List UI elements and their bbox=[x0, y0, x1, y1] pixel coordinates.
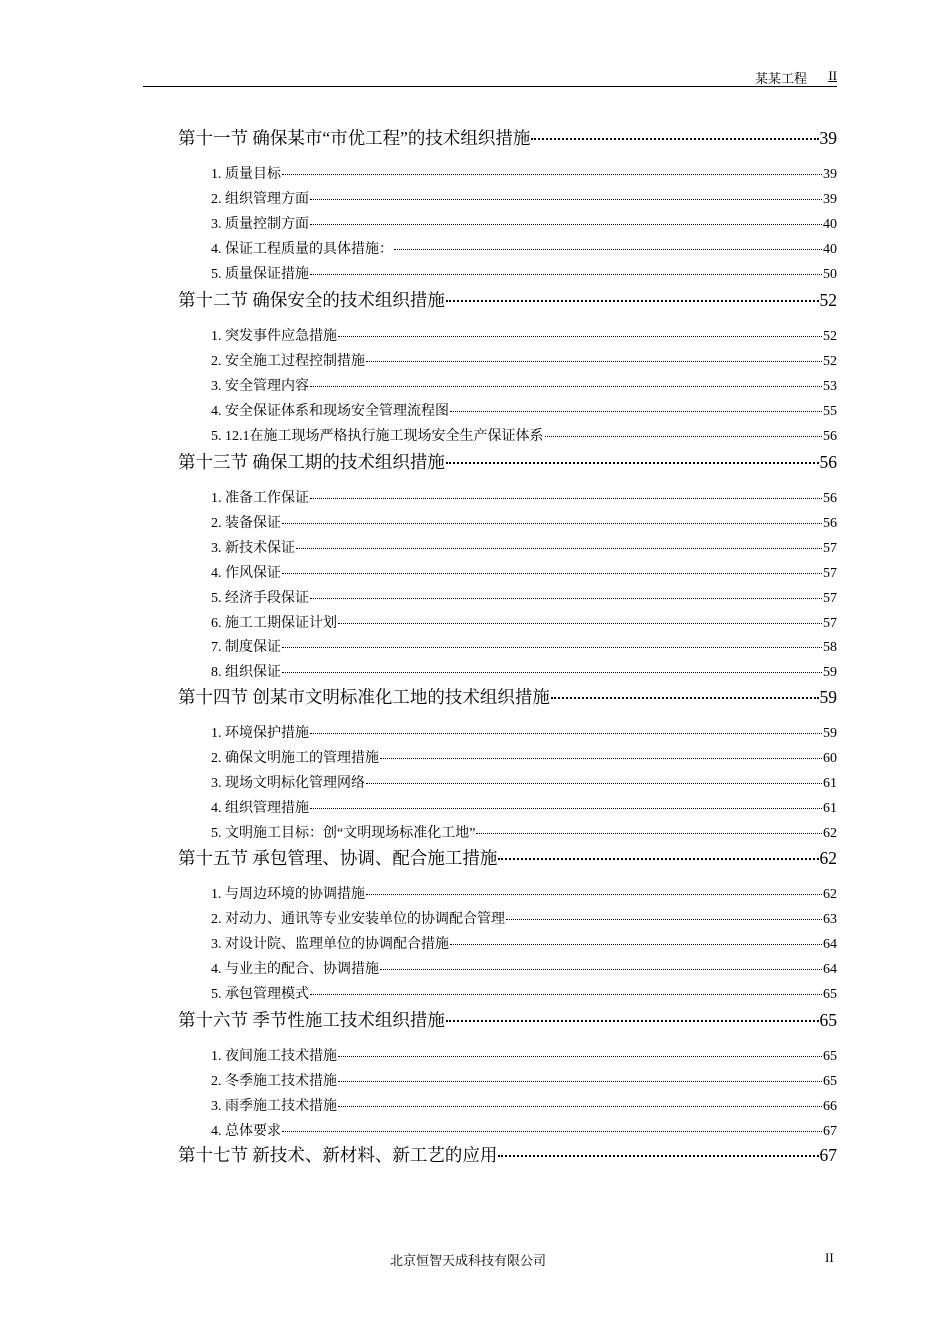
toc-entry-title: 4. 总体要求 bbox=[211, 1123, 281, 1139]
toc-entry-title: 5. 经济手段保证 bbox=[211, 590, 309, 606]
toc-page-number: 53 bbox=[823, 378, 837, 394]
toc-entry-title: 2. 安全施工过程控制措施 bbox=[211, 353, 365, 369]
toc-page-number: 57 bbox=[823, 590, 837, 606]
toc-entry-title: 7. 制度保证 bbox=[211, 640, 281, 656]
dot-leader bbox=[476, 833, 822, 834]
dot-leader bbox=[394, 249, 822, 250]
toc-entry-title: 2. 装备保证 bbox=[211, 515, 281, 531]
dot-leader bbox=[310, 808, 822, 809]
toc-entry[interactable] bbox=[211, 1120, 837, 1140]
header-page-number: II bbox=[828, 68, 837, 83]
toc-page-number: 59 bbox=[823, 665, 837, 681]
toc-page-number: 61 bbox=[823, 775, 837, 791]
dot-leader bbox=[310, 224, 822, 225]
dot-leader bbox=[545, 436, 823, 437]
dot-leader bbox=[282, 174, 822, 175]
toc-chapter[interactable] bbox=[178, 845, 837, 871]
dot-leader bbox=[310, 598, 822, 599]
toc-page-number: 57 bbox=[823, 615, 837, 631]
toc-entry-title: 1. 质量目标 bbox=[211, 167, 281, 182]
dot-leader bbox=[366, 783, 822, 784]
toc-page-number: 56 bbox=[823, 491, 837, 506]
toc-page-number: 50 bbox=[823, 266, 837, 282]
toc-entry[interactable] bbox=[211, 797, 837, 817]
toc-page-number: 59 bbox=[823, 726, 837, 741]
toc-page-number: 56 bbox=[823, 515, 837, 531]
dot-leader bbox=[282, 647, 822, 648]
toc-page-number: 59 bbox=[819, 687, 837, 707]
toc-page-number: 67 bbox=[819, 1145, 837, 1165]
toc-entry-title: 2. 确保文明施工的管理措施 bbox=[211, 750, 379, 766]
toc-entry-title: 3. 现场文明标化管理网络 bbox=[211, 775, 365, 791]
toc-entry[interactable] bbox=[211, 238, 837, 258]
toc-entry[interactable] bbox=[211, 163, 837, 183]
toc-page-number: 40 bbox=[823, 216, 837, 232]
toc-page-number: 58 bbox=[823, 640, 837, 656]
toc-entry-title: 4. 安全保证体系和现场安全管理流程图 bbox=[211, 403, 449, 419]
toc-chapter-title: 第十三节 确保工期的技术组织措施 bbox=[178, 452, 445, 472]
toc-entry-title: 2. 对动力、通讯等专业安装单位的协调配合管理 bbox=[211, 911, 505, 927]
toc-entry-title: 1. 夜间施工技术措施 bbox=[211, 1049, 337, 1064]
toc-entry[interactable] bbox=[211, 587, 837, 607]
header-title: 某某工程 bbox=[754, 71, 807, 86]
dot-leader bbox=[531, 138, 818, 140]
toc-entry[interactable] bbox=[211, 722, 837, 742]
toc-entry[interactable] bbox=[211, 350, 837, 370]
toc-chapter[interactable] bbox=[178, 1007, 837, 1033]
toc-page-number: 66 bbox=[823, 1098, 837, 1114]
toc-entry[interactable] bbox=[211, 772, 837, 792]
toc-page-number: 39 bbox=[823, 167, 837, 182]
footer-company: 北京恒智天成科技有限公司 bbox=[390, 1253, 547, 1268]
toc-chapter-title: 第十七节 新技术、新材料、新工艺的应用 bbox=[178, 1145, 498, 1165]
dot-leader bbox=[551, 697, 819, 699]
toc-page-number: 56 bbox=[819, 452, 837, 472]
dot-leader bbox=[380, 969, 822, 970]
dot-leader bbox=[338, 336, 822, 337]
dot-leader bbox=[310, 498, 822, 499]
toc-page-number: 40 bbox=[823, 241, 837, 257]
dot-leader bbox=[506, 919, 822, 920]
toc-entry-title: 4. 组织管理措施 bbox=[211, 800, 309, 816]
toc-page-number: 39 bbox=[819, 128, 837, 148]
dot-leader bbox=[310, 274, 822, 275]
toc-entry[interactable] bbox=[211, 1070, 837, 1090]
dot-leader bbox=[446, 1020, 819, 1022]
toc-entry[interactable] bbox=[211, 1095, 837, 1115]
toc-page-number: 64 bbox=[823, 936, 837, 952]
toc-entry-title: 4. 与业主的配合、协调措施 bbox=[211, 961, 379, 977]
toc-entry[interactable] bbox=[211, 661, 837, 681]
toc-entry[interactable] bbox=[211, 562, 837, 582]
toc-entry-title: 4. 保证工程质量的具体措施： bbox=[211, 241, 393, 257]
dot-leader bbox=[446, 462, 819, 464]
dot-leader bbox=[282, 1131, 822, 1132]
dot-leader bbox=[338, 1056, 822, 1057]
toc-page-number: 67 bbox=[823, 1123, 837, 1139]
toc-entry[interactable] bbox=[211, 908, 837, 928]
toc-page-number: 61 bbox=[823, 800, 837, 816]
dot-leader bbox=[366, 894, 822, 895]
toc-entry[interactable] bbox=[211, 512, 837, 532]
dot-leader bbox=[366, 361, 822, 362]
dot-leader bbox=[296, 548, 822, 549]
dot-leader bbox=[310, 386, 822, 387]
toc-page-number: 57 bbox=[823, 565, 837, 581]
toc-entry-title: 4. 作风保证 bbox=[211, 565, 281, 581]
toc-entry[interactable] bbox=[211, 213, 837, 233]
toc-chapter[interactable] bbox=[178, 287, 837, 313]
toc-entry-title: 5. 12.1在施工现场严格执行施工现场安全生产保证体系 bbox=[211, 428, 544, 444]
dot-leader bbox=[338, 1081, 822, 1082]
dot-leader bbox=[310, 733, 822, 734]
toc-chapter[interactable] bbox=[178, 684, 837, 710]
toc-entry[interactable] bbox=[211, 933, 837, 953]
toc-entry[interactable] bbox=[211, 883, 837, 903]
toc-page-number: 55 bbox=[823, 403, 837, 419]
toc-page-number: 62 bbox=[823, 825, 837, 841]
toc-chapter[interactable] bbox=[178, 449, 837, 475]
toc-entry[interactable] bbox=[211, 822, 837, 842]
toc-entry[interactable] bbox=[211, 1045, 837, 1065]
toc-chapter-title: 第十五节 承包管理、协调、配合施工措施 bbox=[178, 848, 498, 868]
toc-entry-title: 3. 安全管理内容 bbox=[211, 378, 309, 394]
toc-page-number: 57 bbox=[823, 540, 837, 556]
toc-chapter[interactable] bbox=[178, 125, 837, 151]
toc-page-number: 65 bbox=[823, 1049, 837, 1064]
toc-page-number: 65 bbox=[823, 986, 837, 1002]
toc-page-number: 39 bbox=[823, 191, 837, 207]
toc-entry[interactable] bbox=[211, 425, 837, 445]
toc-entry-title: 5. 承包管理模式 bbox=[211, 986, 309, 1002]
toc-page-number: 60 bbox=[823, 750, 837, 766]
dot-leader bbox=[310, 994, 822, 995]
footer-page-number: II bbox=[825, 1250, 834, 1265]
toc-entry[interactable] bbox=[211, 375, 837, 395]
toc-entry-title: 8. 组织保证 bbox=[211, 665, 281, 681]
toc-chapter[interactable] bbox=[178, 1142, 837, 1168]
dot-leader bbox=[282, 523, 822, 524]
dot-leader bbox=[380, 758, 822, 759]
toc-entry-title: 6. 施工工期保证计划 bbox=[211, 615, 337, 631]
toc-page-number: 65 bbox=[823, 1073, 837, 1089]
toc-chapter-title: 第十六节 季节性施工技术组织措施 bbox=[178, 1010, 445, 1030]
toc-entry[interactable] bbox=[211, 983, 837, 1003]
dot-leader bbox=[282, 672, 822, 673]
toc-entry[interactable] bbox=[211, 400, 837, 420]
dot-leader bbox=[498, 858, 818, 860]
toc-entry-title: 3. 质量控制方面 bbox=[211, 216, 309, 232]
toc-page-number: 63 bbox=[823, 911, 837, 927]
toc-entry[interactable] bbox=[211, 325, 837, 345]
toc-entry-title: 3. 雨季施工技术措施 bbox=[211, 1098, 337, 1114]
toc-page-number: 62 bbox=[823, 887, 837, 902]
toc-entry-title: 1. 突发事件应急措施 bbox=[211, 329, 337, 344]
toc-entry-title: 1. 与周边环境的协调措施 bbox=[211, 887, 365, 902]
toc-entry-title: 2. 冬季施工技术措施 bbox=[211, 1073, 337, 1089]
toc-entry[interactable] bbox=[211, 636, 837, 656]
toc-page-number: 65 bbox=[819, 1010, 837, 1030]
dot-leader bbox=[450, 944, 822, 945]
toc-chapter-title: 第十二节 确保安全的技术组织措施 bbox=[178, 290, 445, 310]
dot-leader bbox=[450, 411, 822, 412]
toc-page-number: 52 bbox=[823, 353, 837, 369]
toc-entry[interactable] bbox=[211, 958, 837, 978]
toc-entry-title: 1. 环境保护措施 bbox=[211, 726, 309, 741]
toc-entry[interactable] bbox=[211, 487, 837, 507]
toc-page-number: 62 bbox=[819, 848, 837, 868]
toc-entry-title: 3. 新技术保证 bbox=[211, 540, 295, 556]
toc-chapter-title: 第十一节 确保某市“市优工程”的技术组织措施 bbox=[178, 128, 531, 148]
toc-chapter-title: 第十四节 创某市文明标准化工地的技术组织措施 bbox=[178, 687, 550, 707]
dot-leader bbox=[498, 1155, 818, 1157]
toc-page-number: 56 bbox=[823, 428, 837, 444]
toc-page-number: 52 bbox=[819, 290, 837, 310]
toc-entry[interactable] bbox=[211, 747, 837, 767]
page-header bbox=[143, 64, 837, 87]
toc-entry[interactable] bbox=[211, 612, 837, 632]
toc-entry-title: 1. 准备工作保证 bbox=[211, 491, 309, 506]
toc-entry-title: 5. 文明施工目标：创“文明现场标准化工地” bbox=[211, 825, 476, 841]
toc-entry-title: 2. 组织管理方面 bbox=[211, 191, 309, 207]
toc-entry-title: 5. 质量保证措施 bbox=[211, 266, 309, 282]
toc-entry[interactable] bbox=[211, 263, 837, 283]
toc-page-number: 64 bbox=[823, 961, 837, 977]
dot-leader bbox=[282, 573, 822, 574]
toc-entry[interactable] bbox=[211, 188, 837, 208]
dot-leader bbox=[338, 1106, 822, 1107]
dot-leader bbox=[446, 300, 819, 302]
dot-leader bbox=[310, 199, 822, 200]
toc-entry[interactable] bbox=[211, 537, 837, 557]
dot-leader bbox=[338, 623, 822, 624]
toc-page-number: 52 bbox=[823, 329, 837, 344]
toc-entry-title: 3. 对设计院、监理单位的协调配合措施 bbox=[211, 936, 449, 952]
